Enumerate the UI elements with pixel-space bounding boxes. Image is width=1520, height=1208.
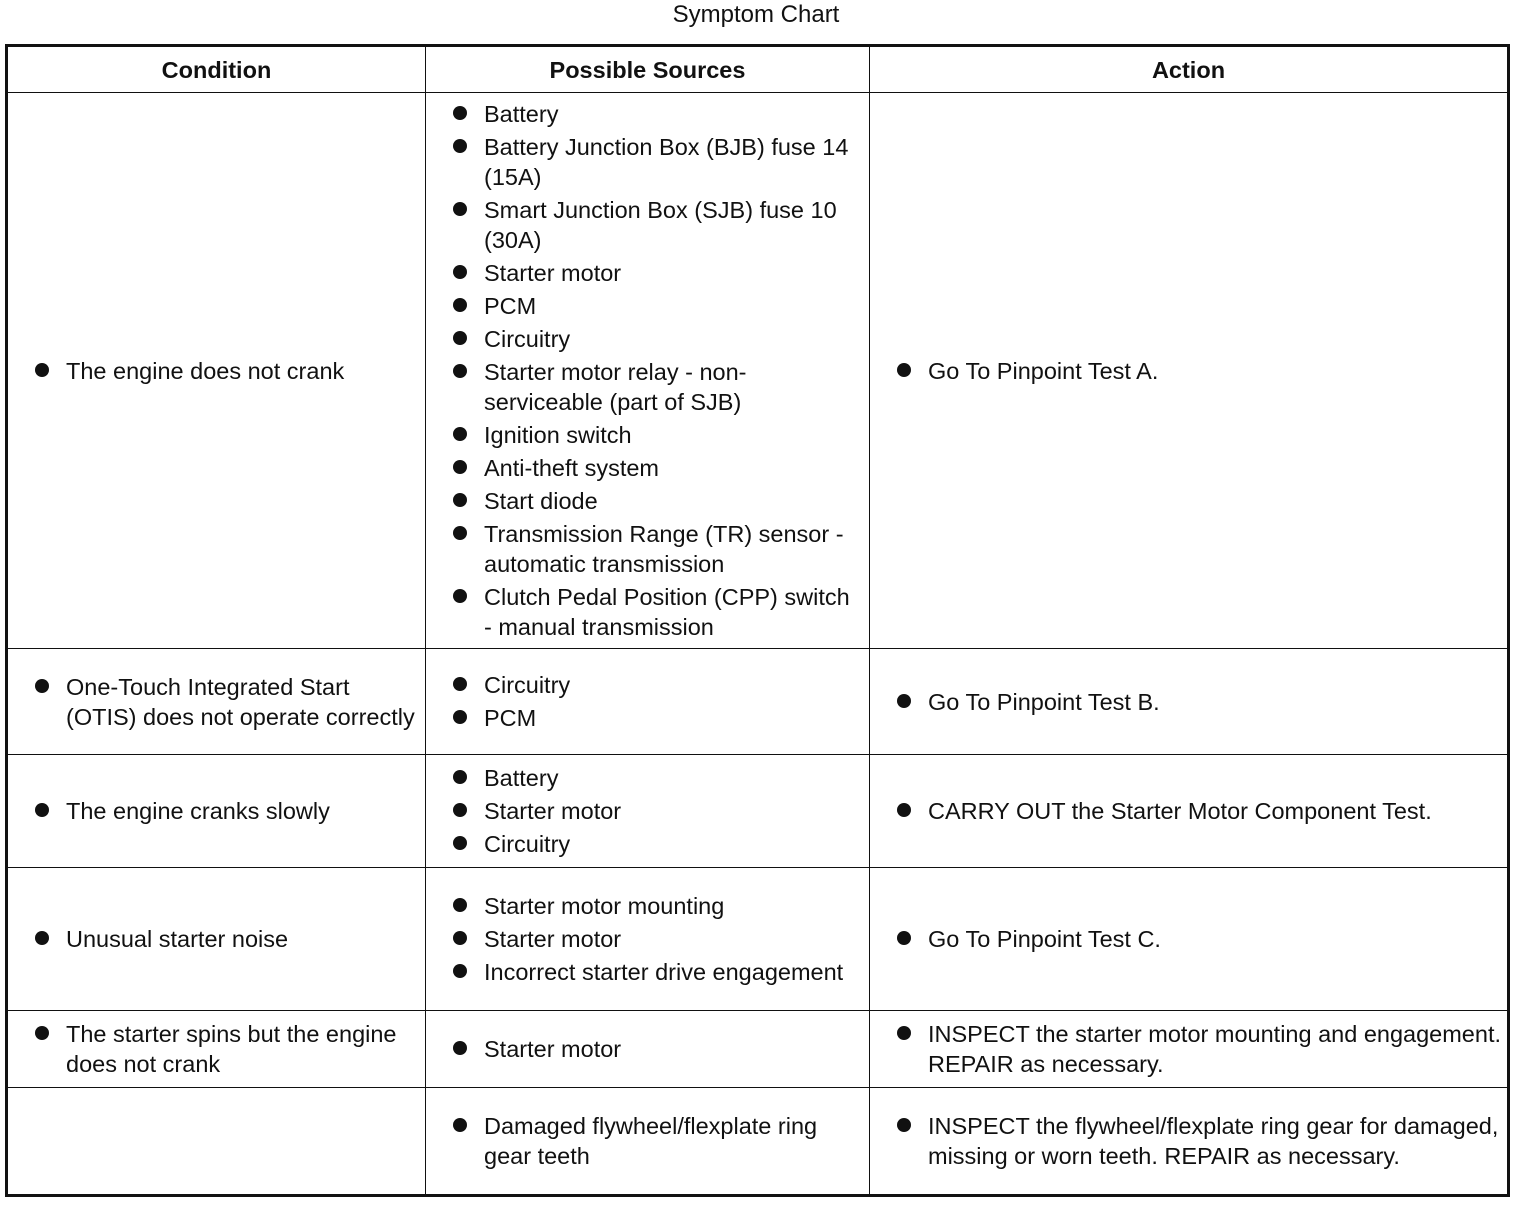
- condition-cell: [7, 649, 426, 755]
- list-item: [870, 1111, 1501, 1171]
- list-item-text: PCM: [484, 293, 537, 319]
- list-item: [426, 703, 863, 733]
- bullet-list: [870, 924, 1507, 954]
- bullet-list: [426, 1111, 869, 1171]
- bullet-icon: [897, 803, 911, 817]
- list-item: [426, 324, 863, 354]
- list-item: [426, 957, 863, 987]
- list-item: [426, 670, 863, 700]
- header-possible-sources: Possible Sources: [426, 46, 870, 93]
- bullet-icon: [453, 202, 467, 216]
- list-item-text: Clutch Pedal Position (CPP) switch - manual transmission: [484, 584, 850, 640]
- bullet-list: [8, 356, 425, 386]
- list-item: [426, 829, 863, 859]
- bullet-list: [870, 796, 1507, 826]
- bullet-icon: [453, 964, 467, 978]
- list-item: [426, 453, 863, 483]
- bullet-icon: [453, 1041, 467, 1055]
- action-cell: [870, 1088, 1509, 1196]
- list-item: [426, 519, 863, 579]
- bullet-icon: [35, 679, 49, 693]
- bullet-icon: [453, 710, 467, 724]
- list-item: [426, 291, 863, 321]
- list-item-text: Smart Junction Box (SJB) fuse 10 (30A): [484, 197, 837, 253]
- list-item: [8, 672, 419, 732]
- bullet-icon: [453, 139, 467, 153]
- bullet-icon: [453, 364, 467, 378]
- table-row: [7, 1088, 1509, 1196]
- condition-cell: [7, 1088, 426, 1196]
- bullet-icon: [453, 493, 467, 507]
- bullet-icon: [453, 803, 467, 817]
- list-item: [870, 1019, 1501, 1079]
- list-item-text: Damaged flywheel/flexplate ring gear teeth: [484, 1113, 818, 1169]
- bullet-list: [426, 763, 869, 859]
- bullet-icon: [35, 363, 49, 377]
- bullet-icon: [453, 265, 467, 279]
- bullet-icon: [453, 526, 467, 540]
- list-item: [426, 924, 863, 954]
- list-item: [426, 357, 863, 417]
- bullet-icon: [897, 363, 911, 377]
- condition-cell: [7, 755, 426, 868]
- list-item-text: Anti-theft system: [484, 455, 659, 481]
- sources-cell: [426, 649, 870, 755]
- list-item: [426, 763, 863, 793]
- table-body: [7, 93, 1509, 1196]
- bullet-icon: [897, 1118, 911, 1132]
- sources-cell: [426, 93, 870, 649]
- bullet-icon: [453, 427, 467, 441]
- bullet-list: [8, 796, 425, 826]
- list-item-text: Circuitry: [484, 672, 571, 698]
- table-row: [7, 1011, 1509, 1088]
- header-condition: Condition: [7, 46, 426, 93]
- list-item-text: Go To Pinpoint Test B.: [928, 688, 1160, 715]
- list-item-text: Battery Junction Box (BJB) fuse 14 (15A): [484, 134, 849, 190]
- list-item-text: Go To Pinpoint Test A.: [928, 357, 1159, 384]
- bullet-icon: [453, 898, 467, 912]
- bullet-icon: [453, 298, 467, 312]
- list-item-text: INSPECT the flywheel/flexplate ring gear for damaged, missing or worn teeth. REPAIR as necessary.: [928, 1113, 1499, 1169]
- list-item-text: PCM: [484, 705, 537, 731]
- sources-cell: [426, 868, 870, 1011]
- list-item-text: Starter motor mounting: [484, 893, 725, 919]
- table-row: [7, 649, 1509, 755]
- list-item-text: The engine does not crank: [66, 357, 345, 384]
- bullet-icon: [453, 106, 467, 120]
- symptom-chart-table: [5, 44, 1510, 1197]
- condition-cell: [7, 868, 426, 1011]
- bullet-icon: [453, 770, 467, 784]
- list-item-text: The engine cranks slowly: [66, 798, 330, 824]
- bullet-icon: [453, 589, 467, 603]
- list-item-text: Starter motor: [484, 798, 622, 824]
- list-item: [426, 1034, 863, 1064]
- bullet-list: [870, 687, 1507, 717]
- header-row: [7, 46, 1509, 93]
- action-cell: [870, 649, 1509, 755]
- list-item-text: Go To Pinpoint Test C.: [928, 926, 1161, 952]
- condition-cell: [7, 1011, 426, 1088]
- bullet-icon: [35, 931, 49, 945]
- sources-cell: [426, 755, 870, 868]
- list-item: [426, 486, 863, 516]
- table-row: [7, 755, 1509, 868]
- sources-cell: [426, 1088, 870, 1196]
- bullet-list: [426, 1034, 869, 1064]
- bullet-list: [8, 672, 425, 732]
- list-item-text: Battery: [484, 765, 559, 791]
- list-item-text: Starter motor: [484, 260, 622, 286]
- action-cell: [870, 1011, 1509, 1088]
- bullet-list: [426, 891, 869, 987]
- list-item: [426, 99, 863, 129]
- list-item-text: CARRY OUT the Starter Motor Component Test.: [928, 798, 1432, 824]
- condition-cell: [7, 93, 426, 649]
- bullet-icon: [453, 331, 467, 345]
- list-item-text: Battery: [484, 101, 559, 127]
- list-item: [426, 258, 863, 288]
- list-item-text: Starter motor relay - non-serviceable (part of SJB): [484, 359, 747, 415]
- list-item-text: Circuitry: [484, 326, 571, 352]
- list-item-text: Starter motor: [484, 926, 622, 952]
- bullet-list: [426, 670, 869, 733]
- list-item-text: The starter spins but the engine does not crank: [66, 1021, 397, 1077]
- list-item: [426, 132, 863, 192]
- list-item: [870, 687, 1501, 717]
- list-item: [426, 796, 863, 826]
- bullet-list: [870, 356, 1507, 386]
- bullet-icon: [453, 677, 467, 691]
- list-item-text: Starter motor: [484, 1036, 622, 1062]
- bullet-icon: [453, 460, 467, 474]
- bullet-icon: [897, 931, 911, 945]
- list-item-text: Incorrect starter drive engagement: [484, 959, 844, 985]
- list-item: [870, 356, 1501, 386]
- list-item: [426, 420, 863, 450]
- list-item: [426, 582, 863, 642]
- bullet-list: [8, 924, 425, 954]
- list-item: [870, 796, 1501, 826]
- bullet-icon: [453, 931, 467, 945]
- bullet-list: [8, 1019, 425, 1079]
- bullet-list: [870, 1019, 1507, 1079]
- list-item-text: Start diode: [484, 488, 598, 514]
- action-cell: [870, 93, 1509, 649]
- list-item: [426, 195, 863, 255]
- list-item-text: Unusual starter noise: [66, 926, 289, 952]
- list-item-text: One-Touch Integrated Start (OTIS) does not operate correctly: [66, 673, 415, 730]
- bullet-icon: [35, 803, 49, 817]
- header-action: Action: [870, 46, 1509, 93]
- list-item: [8, 796, 419, 826]
- bullet-icon: [897, 694, 911, 708]
- table-row: [7, 93, 1509, 649]
- bullet-list: [870, 1111, 1507, 1171]
- list-item-text: Ignition switch: [484, 422, 632, 448]
- bullet-icon: [453, 836, 467, 850]
- action-cell: [870, 868, 1509, 1011]
- table-row: [7, 868, 1509, 1011]
- bullet-icon: [35, 1026, 49, 1040]
- bullet-icon: [897, 1026, 911, 1040]
- list-item-text: Circuitry: [484, 831, 571, 857]
- bullet-icon: [453, 1118, 467, 1132]
- list-item: [8, 1019, 419, 1079]
- action-cell: [870, 755, 1509, 868]
- list-item-text: INSPECT the starter motor mounting and engagement. REPAIR as necessary.: [928, 1021, 1502, 1077]
- list-item: [870, 924, 1501, 954]
- list-item: [8, 924, 419, 954]
- list-item: [426, 891, 863, 921]
- list-item: [426, 1111, 863, 1171]
- list-item: [8, 356, 419, 386]
- page-title: Symptom Chart: [672, 1, 840, 28]
- sources-cell: [426, 1011, 870, 1088]
- bullet-list: [426, 99, 869, 642]
- list-item-text: Transmission Range (TR) sensor - automatic transmission: [484, 521, 844, 577]
